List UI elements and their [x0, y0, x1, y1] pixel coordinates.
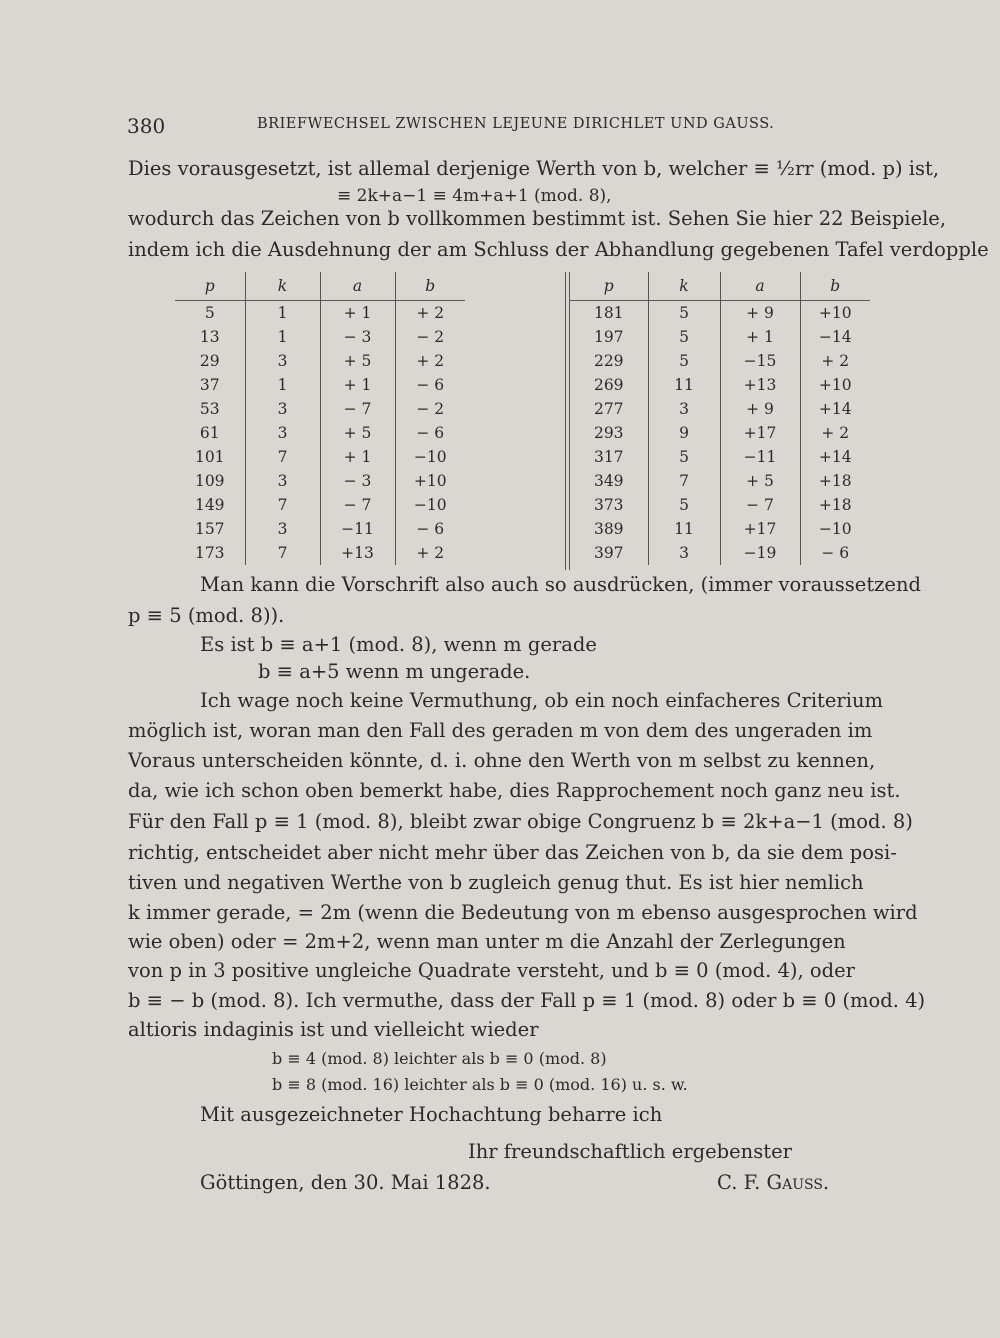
body-line-4: b ≡ a+5 wenn m ungerade. — [258, 660, 531, 683]
table-row — [570, 517, 870, 541]
table-row — [175, 445, 465, 469]
table-cell-p: 5 — [204, 304, 215, 322]
table-cell-p: 389 — [593, 520, 624, 538]
table-cell-a: + 1 — [320, 301, 395, 326]
table-row — [570, 397, 870, 421]
table-cell-b: +14 — [800, 397, 870, 421]
table-cell-b: −10 — [395, 493, 465, 517]
table-cell-p: 269 — [593, 376, 624, 394]
table-cell-a: − 3 — [320, 469, 395, 493]
table-cell-a: −11 — [720, 445, 800, 469]
table-cell-b: +18 — [800, 469, 870, 493]
table-cell-k: 1 — [245, 325, 320, 349]
table-row — [570, 421, 870, 445]
table-cell-b: − 2 — [395, 397, 465, 421]
col-header-a: a — [320, 272, 395, 301]
table-cell-p: 61 — [199, 424, 220, 442]
col-header-b: b — [395, 272, 465, 301]
table-cell-p: 349 — [593, 472, 624, 490]
table-cell-a: − 7 — [320, 493, 395, 517]
table-cell-a: − 7 — [320, 397, 395, 421]
table-cell-a: + 1 — [320, 373, 395, 397]
table-cell-b: + 2 — [395, 349, 465, 373]
table-cell-b: −10 — [800, 517, 870, 541]
table-row — [570, 469, 870, 493]
table-cell-b: +10 — [395, 469, 465, 493]
table-cell-k: 3 — [648, 397, 720, 421]
running-title: BRIEFWECHSEL ZWISCHEN LEJEUNE DIRICHLET UND GAUSS. — [257, 116, 775, 132]
table-cell-k: 3 — [245, 517, 320, 541]
table-cell-b: +14 — [800, 445, 870, 469]
table-cell-b: +10 — [800, 373, 870, 397]
table-cell-b: −14 — [800, 325, 870, 349]
body-line-8: da, wie ich schon oben bemerkt habe, dies Rapprochement noch ganz neu ist. — [128, 779, 901, 802]
table-row — [570, 493, 870, 517]
table-cell-p: 197 — [593, 328, 624, 346]
intro-line-4: indem ich die Ausdehnung der am Schluss der Abhandlung gegebenen Tafel verdopple — [128, 238, 989, 261]
body-line-12: k immer gerade, = 2m (wenn die Bedeutung von m ebenso ausgesprochen wird — [128, 901, 918, 924]
examples-table-right — [570, 272, 870, 565]
table-cell-k: 5 — [648, 493, 720, 517]
table-row — [175, 325, 465, 349]
page-number: 380 — [127, 114, 166, 138]
table-row — [175, 469, 465, 493]
table-cell-a: −15 — [720, 349, 800, 373]
body-line-16: altioris indaginis ist und vielleicht wieder — [128, 1018, 539, 1041]
table-cell-k: 5 — [648, 325, 720, 349]
table-cell-b: −10 — [395, 445, 465, 469]
table-row — [175, 493, 465, 517]
table-cell-p: 229 — [593, 352, 624, 370]
table-cell-b: + 2 — [395, 541, 465, 565]
table-cell-a: +17 — [720, 517, 800, 541]
body-line-7: Voraus unterscheiden könnte, d. i. ohne den Werth von m selbst zu kennen, — [128, 749, 876, 772]
body-line-6: möglich ist, woran man den Fall des geraden m von dem des ungeraden im — [128, 719, 873, 742]
body-line-2: p ≡ 5 (mod. 8)). — [128, 604, 285, 627]
table-cell-a: + 5 — [320, 421, 395, 445]
table-cell-p: 293 — [593, 424, 624, 442]
table-cell-b: + 2 — [800, 349, 870, 373]
table-cell-a: + 1 — [720, 325, 800, 349]
body-line-13: wie oben) oder = 2m+2, wenn man unter m die Anzahl der Zerlegungen — [128, 930, 846, 953]
body-line-5: Ich wage noch keine Vermuthung, ob ein noch einfacheres Criterium — [200, 689, 884, 712]
body-line-19: Mit ausgezeichneter Hochachtung beharre ich — [200, 1103, 663, 1126]
col-header-k: k — [648, 272, 720, 301]
examples-table-left — [175, 272, 465, 565]
table-cell-k: 1 — [245, 373, 320, 397]
table-cell-k: 3 — [245, 421, 320, 445]
col-header-p: p — [570, 272, 648, 301]
table-cell-a: +13 — [720, 373, 800, 397]
table-cell-p: 373 — [593, 496, 624, 514]
table-cell-k: 7 — [245, 493, 320, 517]
table-row — [570, 325, 870, 349]
table-cell-k: 3 — [648, 541, 720, 565]
table-row — [175, 517, 465, 541]
table-row — [175, 301, 465, 326]
table-cell-k: 11 — [648, 517, 720, 541]
table-cell-k: 3 — [245, 349, 320, 373]
table-cell-p: 277 — [593, 400, 624, 418]
table-cell-b: + 2 — [395, 301, 465, 326]
table-cell-b: − 6 — [395, 373, 465, 397]
intro-line-2: ≡ 2k+a−1 ≡ 4m+a+1 (mod. 8), — [337, 186, 612, 206]
table-cell-b: − 6 — [800, 541, 870, 565]
table-cell-p: 317 — [593, 448, 624, 466]
table-cell-a: − 7 — [720, 493, 800, 517]
table-cell-b: − 2 — [395, 325, 465, 349]
intro-line-3: wodurch das Zeichen von b vollkommen bestimmt ist. Sehen Sie hier 22 Beispiele, — [128, 207, 947, 230]
table-cell-k: 5 — [648, 445, 720, 469]
table-cell-k: 1 — [245, 301, 320, 326]
table-cell-a: + 5 — [320, 349, 395, 373]
table-row — [570, 373, 870, 397]
body-line-3: Es ist b ≡ a+1 (mod. 8), wenn m gerade — [200, 633, 597, 656]
table-cell-k: 9 — [648, 421, 720, 445]
table-cell-p: 53 — [199, 400, 220, 418]
table-cell-k: 7 — [648, 469, 720, 493]
table-row — [570, 445, 870, 469]
table-cell-p: 13 — [199, 328, 220, 346]
table-cell-k: 5 — [648, 301, 720, 326]
body-line-10: richtig, entscheidet aber nicht mehr über das Zeichen von b, da sie dem posi- — [128, 841, 897, 864]
body-line-9: Für den Fall p ≡ 1 (mod. 8), bleibt zwar obige Congruenz b ≡ 2k+a−1 (mod. 8) — [128, 810, 913, 833]
col-header-b: b — [800, 272, 870, 301]
body-line-11: tiven und negativen Werthe von b zugleich genug thut. Es ist hier nemlich — [128, 871, 864, 894]
table-cell-a: +13 — [320, 541, 395, 565]
table-cell-k: 5 — [648, 349, 720, 373]
table-row — [570, 349, 870, 373]
closing-salutation: Ihr freundschaftlich ergebenster — [468, 1140, 792, 1163]
body-line-1: Man kann die Vorschrift also auch so ausdrücken, (immer voraussetzend — [200, 573, 922, 596]
table-cell-a: −11 — [320, 517, 395, 541]
table-cell-b: +10 — [800, 301, 870, 326]
table-row — [175, 373, 465, 397]
table-cell-a: + 9 — [720, 397, 800, 421]
table-row — [175, 421, 465, 445]
table-cell-b: +18 — [800, 493, 870, 517]
table-cell-p: 397 — [593, 544, 624, 562]
table-cell-p: 109 — [194, 472, 225, 490]
table-cell-p: 157 — [194, 520, 225, 538]
table-cell-a: − 3 — [320, 325, 395, 349]
table-cell-p: 29 — [199, 352, 220, 370]
table-cell-a: +17 — [720, 421, 800, 445]
table-row — [570, 541, 870, 565]
col-header-p: p — [175, 272, 245, 301]
table-cell-p: 149 — [194, 496, 225, 514]
intro-line-1: Dies vorausgesetzt, ist allemal derjenige Werth von b, welcher ≡ ½rr (mod. p) ist, — [128, 157, 940, 180]
table-cell-a: + 1 — [320, 445, 395, 469]
table-row — [570, 301, 870, 326]
table-cell-b: − 6 — [395, 517, 465, 541]
table-cell-b: + 2 — [800, 421, 870, 445]
col-header-k: k — [245, 272, 320, 301]
table-cell-a: + 5 — [720, 469, 800, 493]
body-line-14: von p in 3 positive ungleiche Quadrate versteht, und b ≡ 0 (mod. 4), oder — [128, 959, 855, 982]
col-header-a: a — [720, 272, 800, 301]
table-cell-k: 7 — [245, 541, 320, 565]
table-cell-b: − 6 — [395, 421, 465, 445]
table-cell-p: 101 — [194, 448, 225, 466]
place-date: Göttingen, den 30. Mai 1828. — [200, 1171, 491, 1194]
table-cell-k: 7 — [245, 445, 320, 469]
table-cell-a: + 9 — [720, 301, 800, 326]
table-row — [175, 349, 465, 373]
body-line-17: b ≡ 4 (mod. 8) leichter als b ≡ 0 (mod. 8) — [272, 1049, 607, 1068]
body-line-18: b ≡ 8 (mod. 16) leichter als b ≡ 0 (mod. 16) u. s. w. — [272, 1075, 688, 1094]
body-line-15: b ≡ − b (mod. 8). Ich vermuthe, dass der Fall p ≡ 1 (mod. 8) oder b ≡ 0 (mod. 4) — [128, 989, 926, 1012]
table-row — [175, 397, 465, 421]
table-cell-k: 11 — [648, 373, 720, 397]
table-cell-p: 37 — [199, 376, 220, 394]
table-row — [175, 541, 465, 565]
signature: C. F. Gauss. — [717, 1171, 830, 1194]
table-cell-k: 3 — [245, 469, 320, 493]
table-cell-p: 173 — [194, 544, 225, 562]
table-cell-k: 3 — [245, 397, 320, 421]
table-cell-a: −19 — [720, 541, 800, 565]
table-cell-p: 181 — [593, 304, 624, 322]
